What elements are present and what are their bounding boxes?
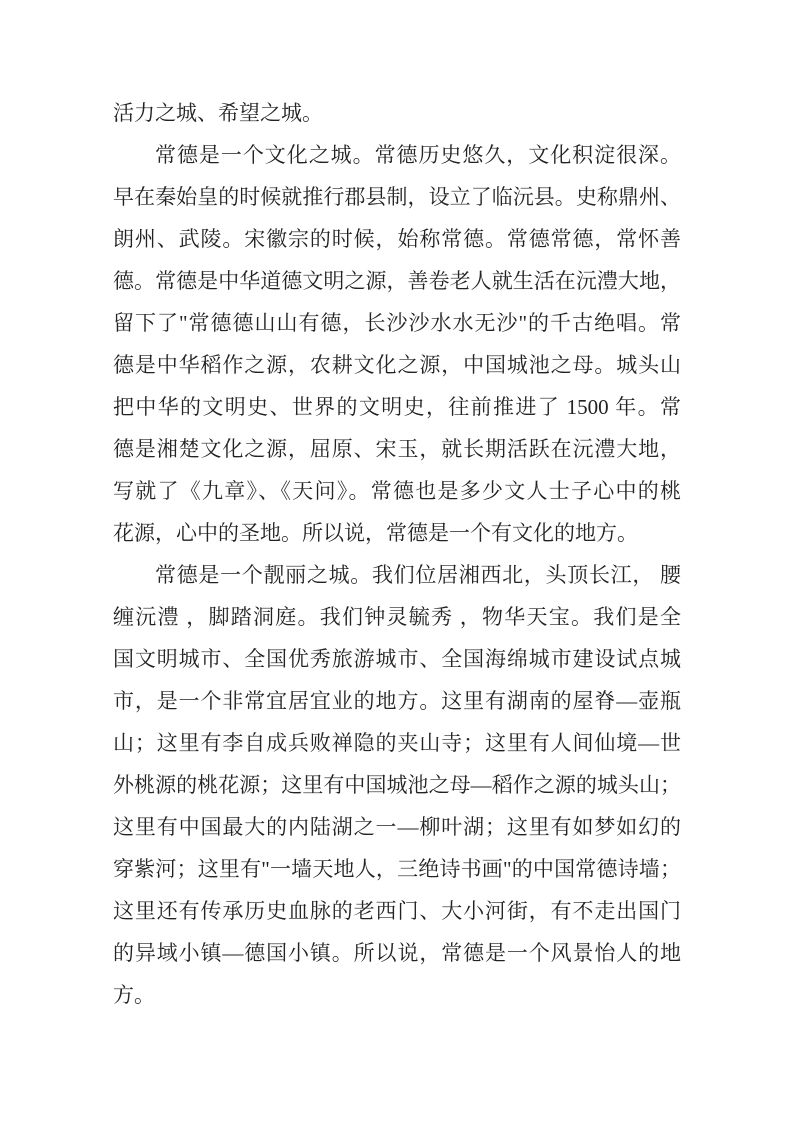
text-line: 市，是一个非常宜居宜业的地方。这里有湖南的屋脊—壶瓶 [113,689,681,713]
text-line: 方。 [113,983,155,1007]
paragraph [113,92,681,134]
text-line: 活力之城、希望之城。 [113,101,323,125]
text-line: 留下了"常德德山山有德，长沙沙水水无沙"的千古绝唱。常 [113,311,681,335]
text-line: 缠沅澧 ，脚踏洞庭。我们钟灵毓秀 ，物华天宝。我们是全 [113,605,681,629]
text-line: 朗州、武陵。宋徽宗的时候，始称常德。常德常德，常怀善 [113,227,681,251]
text-line: 国文明城市、全国优秀旅游城市、全国海绵城市建设试点城 [113,647,681,671]
text-line: 穿紫河；这里有"一墙天地人，三绝诗书画"的中国常德诗墙； [113,857,681,881]
text-line: 常德是一个靓丽之城。我们位居湘西北，头顶长江， 腰 [155,563,681,587]
paragraph [113,554,681,1016]
document-text-block [113,92,681,1016]
text-line: 这里还有传承历史血脉的老西门、大小河街，有不走出国门 [113,899,681,923]
text-line: 德是中华稻作之源，农耕文化之源，中国城池之母。城头山 [113,353,681,377]
text-line: 把中华的文明史、世界的文明史，往前推进了 1500 年。常 [113,395,681,419]
text-line: 德。常德是中华道德文明之源，善卷老人就生活在沅澧大地， [113,269,681,293]
text-line: 山；这里有李自成兵败禅隐的夹山寺；这里有人间仙境—世 [113,731,681,755]
text-line: 的异域小镇—德国小镇。所以说，常德是一个风景怡人的地 [113,941,681,965]
text-line: 德是湘楚文化之源，屈原、宋玉，就长期活跃在沅澧大地， [113,437,681,461]
text-line: 这里有中国最大的内陆湖之一—柳叶湖；这里有如梦如幻的 [113,815,681,839]
text-line: 外桃源的桃花源；这里有中国城池之母—稻作之源的城头山； [113,773,681,797]
paragraph [113,134,681,554]
text-line: 早在秦始皇的时候就推行郡县制，设立了临沅县。史称鼎州、 [113,185,681,209]
text-line: 花源，心中的圣地。所以说，常德是一个有文化的地方。 [113,521,638,545]
text-line: 写就了《九章》、《天问》。常德也是多少文人士子心中的桃 [113,479,681,503]
text-line: 常德是一个文化之城。常德历史悠久，文化积淀很深。 [155,143,681,167]
